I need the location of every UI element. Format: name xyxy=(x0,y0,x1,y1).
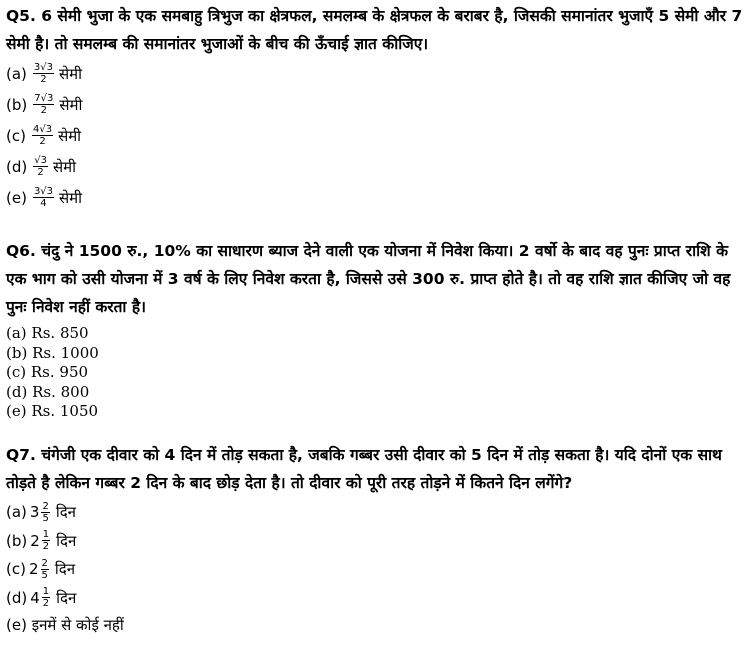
option-e-text: (e) इनमें से कोई नहीं xyxy=(6,616,124,634)
mixed-fraction xyxy=(30,529,54,552)
question-5 xyxy=(6,2,745,213)
option-d: (d) Rs. 800 xyxy=(6,382,90,401)
mixed-fraction xyxy=(29,558,53,581)
unit: सेमी xyxy=(59,64,83,83)
denominator: 2 xyxy=(42,598,50,610)
numerator: 3√3 xyxy=(33,186,54,197)
unit: दिन xyxy=(56,531,77,550)
fraction xyxy=(33,155,48,178)
numerator: 3√3 xyxy=(33,62,54,73)
option-label: (c) xyxy=(6,126,26,145)
fraction xyxy=(41,558,49,581)
option-a xyxy=(6,58,745,89)
denominator: 5 xyxy=(42,512,49,524)
fraction xyxy=(33,93,54,116)
unit: सेमी xyxy=(58,126,82,145)
fraction xyxy=(41,501,49,524)
denominator: 2 xyxy=(40,105,47,116)
denominator: 2 xyxy=(40,74,47,85)
fraction xyxy=(32,124,53,147)
whole-number: 4 xyxy=(30,588,40,607)
option-label: (d) xyxy=(6,588,28,607)
option-a xyxy=(6,498,745,527)
numerator: 1 xyxy=(42,529,50,541)
unit: सेमी xyxy=(52,157,76,176)
option-e xyxy=(6,612,745,638)
fraction xyxy=(42,529,50,552)
option-label: (a) xyxy=(6,64,27,83)
unit: दिन xyxy=(54,560,76,579)
mixed-fraction xyxy=(30,586,54,609)
option-c xyxy=(6,120,745,151)
numerator: 2 xyxy=(41,557,48,569)
question-6-options xyxy=(6,324,745,422)
option-label: (c) xyxy=(6,560,26,579)
fraction xyxy=(33,186,54,209)
denominator: 5 xyxy=(41,569,48,581)
denominator: 4 xyxy=(40,198,47,209)
question-6 xyxy=(6,237,745,422)
question-5-options xyxy=(6,58,745,213)
denominator: 2 xyxy=(39,136,46,147)
numerator: 7√3 xyxy=(34,93,54,104)
option-d xyxy=(6,151,745,182)
numerator: 1 xyxy=(42,586,50,598)
option-e xyxy=(6,182,745,213)
option-c xyxy=(6,555,745,584)
unit: सेमी xyxy=(59,188,83,207)
option-b xyxy=(6,89,745,120)
question-5-text: Q5. 6 सेमी भुजा के एक समबाहु त्रिभुज का क्षेत्रफल, समलम्ब के क्षेत्रफल के बराबर है, जिसकी समानांतर भुजाएँ 5 सेमी और 7 सेमी है। तो समलम्ब की समानांतर भुजाओं के बीच की ऊँचाई ज्ञात कीजिए। xyxy=(6,7,743,53)
numerator: 4√3 xyxy=(32,124,53,135)
option-label: (d) xyxy=(6,157,28,176)
fraction xyxy=(42,586,50,609)
option-d xyxy=(6,584,745,613)
question-7-text: Q7. चंगेजी एक दीवार को 4 दिन में तोड़ सकता है, जबकि गब्बर उसी दीवार को 5 दिन में तोड़ सकता है। यदि दोनों एक साथ तोड़ते है लेकिन गब्बर 2 दिन के बाद छोड़ देता है। तो दीवार को पूरी तरह तोड़ने में कितने दिन लगेंगे? xyxy=(6,446,722,492)
fraction xyxy=(33,62,54,85)
whole-number: 3 xyxy=(29,503,40,522)
option-c: (c) Rs. 950 xyxy=(6,363,89,381)
option-a: (a) Rs. 850 xyxy=(6,324,89,342)
unit: दिन xyxy=(55,503,77,522)
unit: दिन xyxy=(56,588,77,607)
option-b xyxy=(6,527,745,556)
option-label: (e) xyxy=(6,188,27,207)
numerator: 2 xyxy=(42,500,49,512)
mixed-fraction xyxy=(30,501,54,524)
denominator: 2 xyxy=(42,541,50,553)
question-7 xyxy=(6,441,745,638)
option-b: (b) Rs. 1000 xyxy=(6,343,99,362)
option-label: (b) xyxy=(6,95,28,114)
option-label: (a) xyxy=(6,503,27,522)
whole-number: 2 xyxy=(30,531,40,550)
whole-number: 2 xyxy=(28,560,39,579)
question-6-text: Q6. चंदु ने 1500 रु., 10% का साधारण ब्याज देने वाली एक योजना में निवेश किया। 2 वर्षो के बाद वह पुनः प्राप्त राशि के एक भाग को उसी योजना में 3 वर्ष के लिए निवेश करता है, जिससे उसे 300 रु. प्राप्त होते है। तो वह राशि ज्ञात कीजिए जो वह पुनः निवेश नहीं करता है। xyxy=(6,242,731,316)
option-e: (e) Rs. 1050 xyxy=(6,402,99,420)
numerator: √3 xyxy=(34,155,47,166)
question-7-options xyxy=(6,498,745,638)
unit: सेमी xyxy=(59,95,83,114)
denominator: 2 xyxy=(37,167,44,178)
option-label: (b) xyxy=(6,531,28,550)
